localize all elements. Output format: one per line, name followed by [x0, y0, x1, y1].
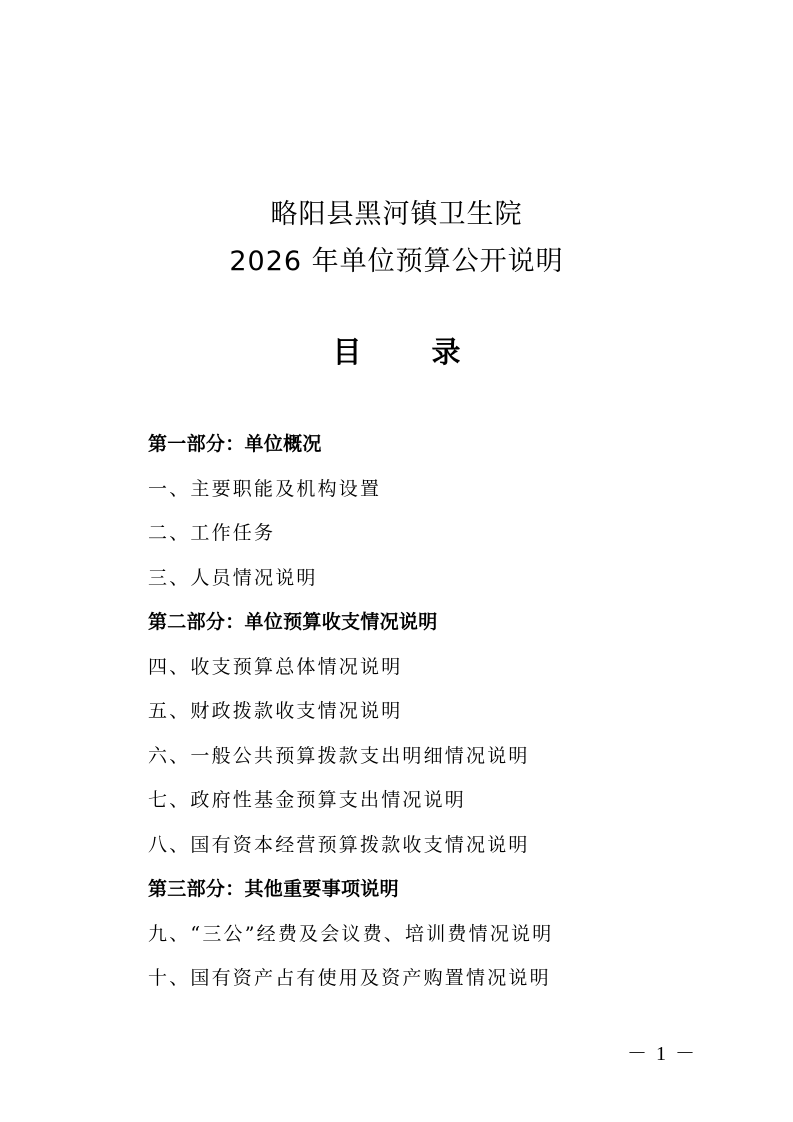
toc-part-3: 第三部分：其他重要事项说明	[148, 878, 399, 900]
toc-item-3: 三、人员情况说明	[148, 566, 318, 589]
toc-item-9: 九、“三公”经费及会议费、培训费情况说明	[148, 922, 554, 945]
toc-part-1: 第一部分：单位概况	[148, 433, 322, 455]
toc-item-8: 八、国有资本经营预算拨款收支情况说明	[148, 833, 530, 856]
toc-item-4: 四、收支预算总体情况说明	[148, 655, 403, 678]
toc-item-5: 五、财政拨款收支情况说明	[148, 700, 403, 722]
document-title-line1: 略阳县黑河镇卫生院	[270, 199, 523, 230]
document-title-line2: 2026 年单位预算公开说明	[229, 246, 564, 277]
page-number: － 1 －	[627, 1043, 697, 1065]
toc-part-2: 第二部分：单位预算收支情况说明	[148, 611, 438, 633]
toc-item-6: 六、一般公共预算拨款支出明细情况说明	[148, 744, 530, 767]
toc-item-1: 一、主要职能及机构设置	[148, 477, 382, 500]
toc-item-7: 七、政府性基金预算支出情况说明	[148, 789, 467, 811]
toc-item-2: 二、工作任务	[148, 522, 276, 544]
toc-item-10: 十、国有资产占有使用及资产购置情况说明	[148, 967, 551, 989]
table-of-contents	[148, 422, 748, 1001]
toc-heading: 目 录	[332, 335, 491, 369]
